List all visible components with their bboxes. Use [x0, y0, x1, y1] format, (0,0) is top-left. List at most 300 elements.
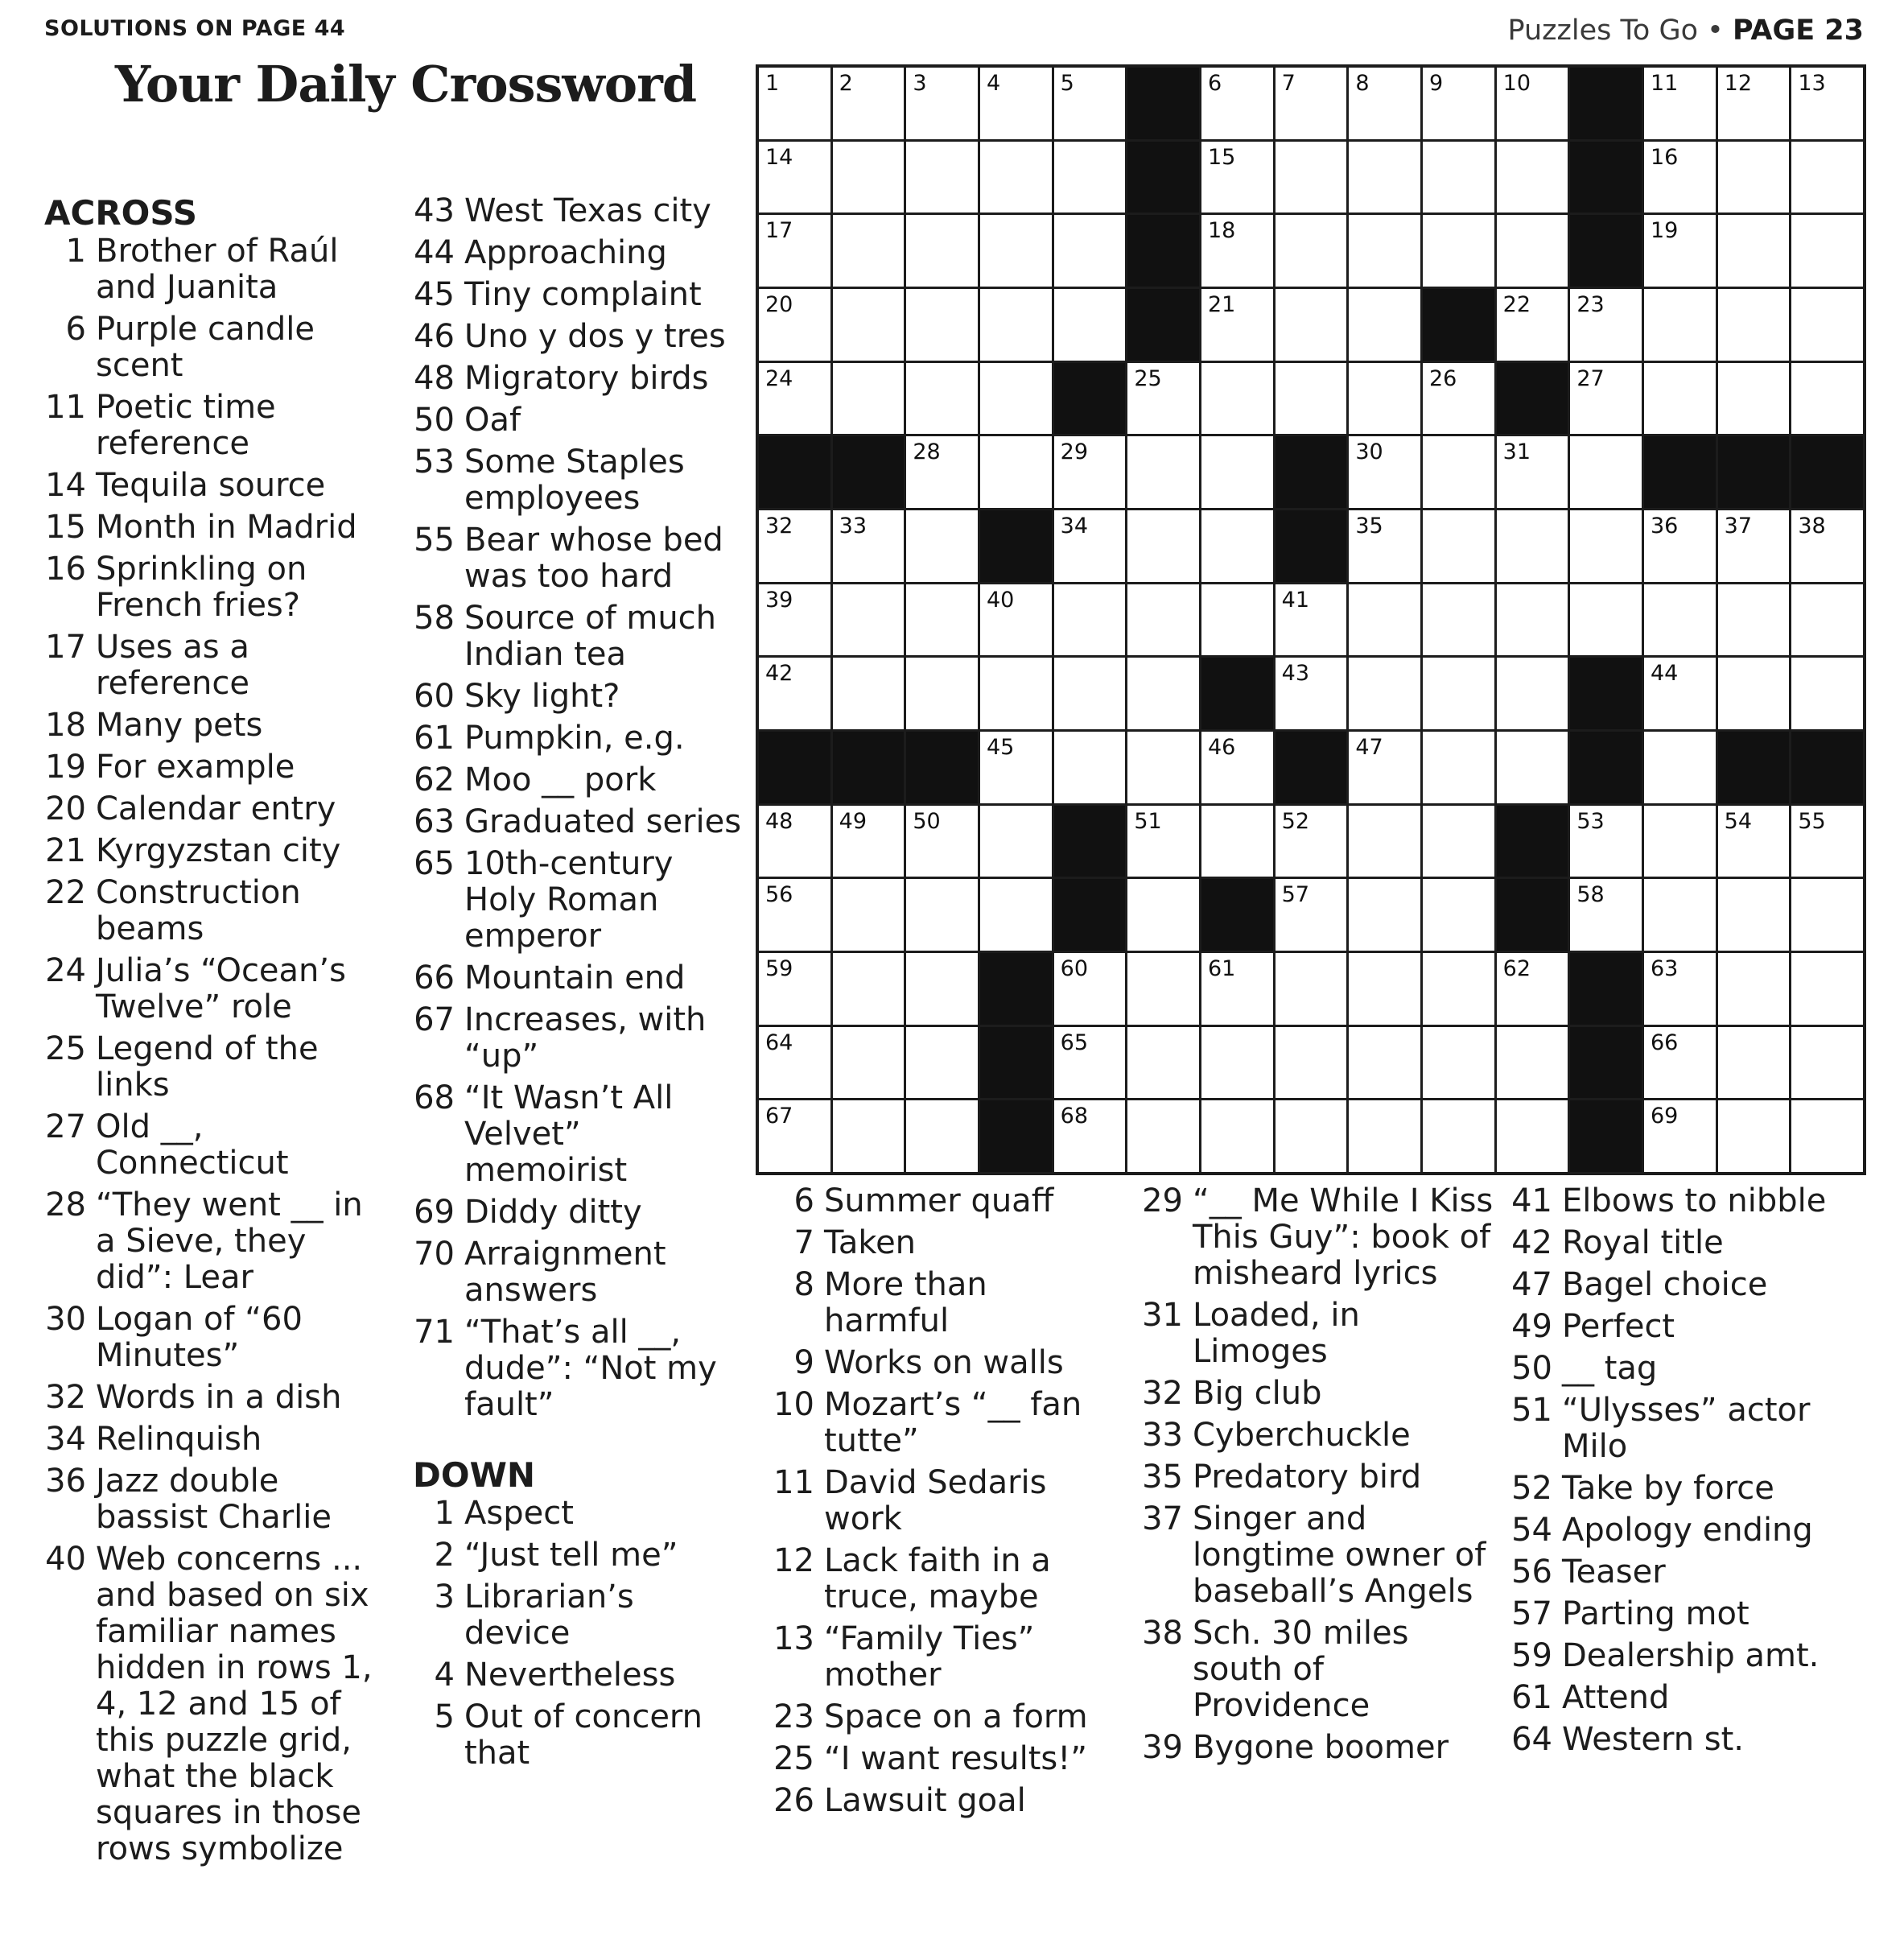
- cell-number: 37: [1724, 513, 1753, 538]
- grid-cell[interactable]: [759, 584, 830, 656]
- clue-text: Kyrgyzstan city: [96, 832, 341, 869]
- grid-cell[interactable]: [1054, 510, 1126, 582]
- grid-cell[interactable]: [1791, 879, 1863, 951]
- grid-cell[interactable]: [1644, 1100, 1716, 1172]
- grid-cell[interactable]: [1201, 953, 1273, 1025]
- grid-cell[interactable]: [1349, 806, 1420, 877]
- grid-cell[interactable]: [906, 142, 978, 213]
- grid-cell[interactable]: [759, 363, 830, 435]
- clue-number: 25: [773, 1740, 814, 1777]
- grid-cell[interactable]: [1423, 1027, 1494, 1099]
- grid-cell[interactable]: [1349, 879, 1420, 951]
- grid-cell[interactable]: [1127, 658, 1199, 729]
- grid-cell[interactable]: [980, 658, 1052, 729]
- cell-number: 30: [1355, 439, 1383, 465]
- clue-text: Approaching: [464, 234, 667, 271]
- grid-block: [1201, 879, 1273, 951]
- grid-cell[interactable]: [1423, 658, 1494, 729]
- grid-cell[interactable]: [1644, 1027, 1716, 1099]
- grid-cell[interactable]: [1276, 215, 1347, 287]
- grid-cell[interactable]: [1791, 806, 1863, 877]
- cell-number: 8: [1355, 71, 1370, 96]
- grid-cell[interactable]: [759, 1100, 830, 1172]
- grid-cell[interactable]: [1570, 879, 1642, 951]
- grid-cell[interactable]: [1497, 142, 1568, 213]
- grid-cell[interactable]: [1276, 658, 1347, 729]
- grid-cell[interactable]: [1349, 68, 1420, 139]
- grid-cell[interactable]: [1791, 68, 1863, 139]
- grid-cell[interactable]: [1349, 732, 1420, 803]
- grid-cell[interactable]: [759, 215, 830, 287]
- grid-cell[interactable]: [759, 953, 830, 1025]
- down-clue: [1510, 1722, 1865, 1758]
- grid-block: [833, 732, 905, 803]
- across-clue: [44, 1302, 374, 1374]
- clue-number: 13: [773, 1620, 814, 1657]
- grid-cell[interactable]: [1127, 436, 1199, 508]
- grid-cell[interactable]: [906, 879, 978, 951]
- across-clue: [44, 1109, 374, 1182]
- across-clue: [413, 402, 743, 439]
- grid-cell[interactable]: [833, 1027, 905, 1099]
- grid-cell[interactable]: [1054, 732, 1126, 803]
- grid-cell[interactable]: [1497, 953, 1568, 1025]
- grid-cell[interactable]: [906, 806, 978, 877]
- grid-cell[interactable]: [1423, 879, 1494, 951]
- grid-cell[interactable]: [980, 68, 1052, 139]
- grid-cell[interactable]: [1423, 68, 1494, 139]
- across-clue: [413, 444, 743, 517]
- cell-number: 3: [913, 71, 927, 96]
- grid-cell[interactable]: [833, 584, 905, 656]
- grid-cell[interactable]: [980, 289, 1052, 361]
- across-clue: [413, 277, 743, 313]
- grid-cell[interactable]: [1644, 806, 1716, 877]
- grid-cell[interactable]: [980, 806, 1052, 877]
- clue-number: 68: [414, 1079, 455, 1116]
- grid-cell[interactable]: [906, 215, 978, 287]
- down-clue: [413, 1657, 743, 1694]
- grid-cell[interactable]: [1644, 215, 1716, 287]
- cell-number: 6: [1207, 71, 1222, 96]
- grid-cell[interactable]: [1718, 584, 1790, 656]
- grid-cell[interactable]: [759, 142, 830, 213]
- down-clue: [773, 1543, 1119, 1615]
- grid-cell[interactable]: [1570, 510, 1642, 582]
- grid-cell[interactable]: [1349, 953, 1420, 1025]
- grid-cell[interactable]: [759, 68, 830, 139]
- clue-number: 47: [1511, 1266, 1552, 1303]
- grid-cell[interactable]: [980, 584, 1052, 656]
- grid-cell[interactable]: [1423, 1100, 1494, 1172]
- grid-cell[interactable]: [980, 732, 1052, 803]
- grid-cell[interactable]: [1054, 215, 1126, 287]
- grid-cell[interactable]: [1276, 1027, 1347, 1099]
- grid-cell[interactable]: [1127, 1027, 1199, 1099]
- down-clue: [1141, 1459, 1495, 1496]
- clue-number: 34: [45, 1421, 86, 1458]
- grid-cell[interactable]: [1644, 142, 1716, 213]
- down-clue: [413, 1699, 743, 1772]
- down-column-3: [773, 1183, 1119, 1825]
- grid-cell[interactable]: [1644, 584, 1716, 656]
- clue-number: 52: [1511, 1470, 1552, 1507]
- grid-cell[interactable]: [1127, 584, 1199, 656]
- clue-number: 4: [434, 1657, 455, 1694]
- grid-cell[interactable]: [833, 363, 905, 435]
- grid-cell[interactable]: [1570, 363, 1642, 435]
- across-clue: [413, 1002, 743, 1075]
- grid-block: [1054, 879, 1126, 951]
- grid-cell[interactable]: [1791, 289, 1863, 361]
- grid-cell[interactable]: [1054, 68, 1126, 139]
- across-clue: [413, 804, 743, 840]
- grid-cell[interactable]: [1349, 510, 1420, 582]
- grid-cell[interactable]: [1201, 289, 1273, 361]
- grid-cell[interactable]: [1423, 953, 1494, 1025]
- grid-cell[interactable]: [1718, 363, 1790, 435]
- grid-cell[interactable]: [1497, 510, 1568, 582]
- across-clue: [413, 600, 743, 673]
- grid-cell[interactable]: [1054, 1100, 1126, 1172]
- across-clue: [44, 1031, 374, 1104]
- clue-text: David Sedaris work: [824, 1464, 1047, 1537]
- grid-cell[interactable]: [1349, 363, 1420, 435]
- clue-text: Source of much Indian tea: [464, 600, 717, 673]
- grid-cell[interactable]: [1497, 732, 1568, 803]
- cell-number: 24: [765, 365, 793, 391]
- cell-number: 57: [1281, 882, 1310, 908]
- grid-cell[interactable]: [1127, 363, 1199, 435]
- grid-cell[interactable]: [1054, 436, 1126, 508]
- grid-cell[interactable]: [1791, 584, 1863, 656]
- clue-text: Big club: [1193, 1375, 1322, 1412]
- grid-cell[interactable]: [1127, 732, 1199, 803]
- grid-block: [1201, 658, 1273, 729]
- grid-cell[interactable]: [833, 658, 905, 729]
- across-clue: [44, 312, 374, 384]
- grid-cell[interactable]: [1497, 658, 1568, 729]
- grid-cell[interactable]: [1497, 1027, 1568, 1099]
- crossword-grid: [756, 64, 1866, 1175]
- grid-cell[interactable]: [1201, 215, 1273, 287]
- grid-cell[interactable]: [1276, 953, 1347, 1025]
- grid-cell[interactable]: [1718, 953, 1790, 1025]
- grid-cell[interactable]: [1276, 363, 1347, 435]
- cell-number: 17: [765, 218, 793, 244]
- cell-number: 2: [839, 71, 853, 96]
- grid-cell[interactable]: [906, 953, 978, 1025]
- clue-number: 40: [45, 1541, 86, 1578]
- grid-cell[interactable]: [1276, 68, 1347, 139]
- across-clue: [44, 233, 374, 306]
- grid-cell[interactable]: [1349, 289, 1420, 361]
- clue-text: Mountain end: [464, 959, 686, 997]
- solutions-note: SOLUTIONS ON PAGE 44: [44, 16, 346, 41]
- clue-text: Tequila source: [96, 467, 326, 504]
- grid-cell[interactable]: [1201, 806, 1273, 877]
- grid-cell[interactable]: [1423, 436, 1494, 508]
- clue-number: 23: [773, 1698, 814, 1735]
- across-clue: [413, 522, 743, 595]
- grid-cell[interactable]: [1644, 68, 1716, 139]
- grid-cell[interactable]: [1791, 215, 1863, 287]
- clue-text: Oaf: [464, 402, 521, 439]
- cell-number: 13: [1798, 71, 1826, 96]
- grid-cell[interactable]: [759, 658, 830, 729]
- clue-number: 11: [45, 389, 86, 426]
- clue-text: “Family Ties” mother: [824, 1620, 1035, 1694]
- clue-number: 65: [414, 845, 455, 882]
- grid-cell[interactable]: [1127, 879, 1199, 951]
- across-clue: [44, 1422, 374, 1458]
- cell-number: 69: [1650, 1104, 1679, 1129]
- grid-cell[interactable]: [833, 215, 905, 287]
- grid-cell[interactable]: [1644, 879, 1716, 951]
- grid-cell[interactable]: [1201, 732, 1273, 803]
- grid-cell[interactable]: [1127, 806, 1199, 877]
- grid-cell[interactable]: [1423, 584, 1494, 656]
- cell-number: 16: [1650, 144, 1679, 170]
- grid-cell[interactable]: [833, 289, 905, 361]
- cell-number: 32: [765, 513, 793, 538]
- grid-cell[interactable]: [1791, 1027, 1863, 1099]
- grid-cell[interactable]: [980, 142, 1052, 213]
- grid-cell[interactable]: [1718, 879, 1790, 951]
- grid-cell[interactable]: [1497, 436, 1568, 508]
- across-clue: [44, 1187, 374, 1296]
- grid-cell[interactable]: [759, 289, 830, 361]
- grid-cell[interactable]: [833, 1100, 905, 1172]
- grid-cell[interactable]: [1349, 215, 1420, 287]
- cell-number: 25: [1134, 365, 1162, 391]
- grid-cell[interactable]: [759, 1027, 830, 1099]
- grid-cell[interactable]: [1791, 363, 1863, 435]
- grid-cell[interactable]: [980, 436, 1052, 508]
- grid-cell[interactable]: [1349, 1100, 1420, 1172]
- clue-number: 18: [45, 707, 86, 744]
- cell-number: 23: [1576, 291, 1605, 317]
- grid-cell[interactable]: [1423, 142, 1494, 213]
- cell-number: 40: [986, 587, 1015, 613]
- grid-cell[interactable]: [1127, 510, 1199, 582]
- grid-cell[interactable]: [1276, 879, 1347, 951]
- clue-text: Apology ending: [1562, 1512, 1813, 1549]
- grid-cell[interactable]: [1054, 142, 1126, 213]
- grid-cell[interactable]: [1276, 1100, 1347, 1172]
- clue-number: 61: [1511, 1679, 1552, 1716]
- grid-cell[interactable]: [1054, 584, 1126, 656]
- grid-cell[interactable]: [833, 510, 905, 582]
- grid-cell[interactable]: [1718, 806, 1790, 877]
- grid-cell[interactable]: [1791, 953, 1863, 1025]
- grid-cell[interactable]: [980, 215, 1052, 287]
- clue-number: 58: [414, 600, 455, 637]
- grid-cell[interactable]: [1570, 436, 1642, 508]
- down-clue: [1510, 1596, 1865, 1632]
- clue-number: 3: [434, 1578, 455, 1615]
- across-clue: [413, 1236, 743, 1309]
- clue-text: Parting mot: [1562, 1595, 1749, 1632]
- grid-cell[interactable]: [1718, 1100, 1790, 1172]
- grid-cell[interactable]: [906, 68, 978, 139]
- grid-cell[interactable]: [759, 510, 830, 582]
- grid-block: [1497, 879, 1568, 951]
- across-clue: [44, 953, 374, 1025]
- clue-text: Bagel choice: [1562, 1266, 1768, 1303]
- grid-cell[interactable]: [833, 142, 905, 213]
- grid-cell[interactable]: [1718, 510, 1790, 582]
- cell-number: 53: [1576, 808, 1605, 834]
- cell-number: 27: [1576, 365, 1605, 391]
- grid-cell[interactable]: [1570, 289, 1642, 361]
- grid-cell[interactable]: [1718, 142, 1790, 213]
- grid-cell[interactable]: [1423, 806, 1494, 877]
- grid-cell[interactable]: [1349, 142, 1420, 213]
- grid-cell[interactable]: [1349, 584, 1420, 656]
- cell-number: 44: [1650, 661, 1679, 687]
- grid-cell[interactable]: [1054, 658, 1126, 729]
- clue-text: Brother of Raúl and Juanita: [96, 233, 339, 306]
- grid-cell[interactable]: [1718, 215, 1790, 287]
- grid-cell[interactable]: [1054, 1027, 1126, 1099]
- grid-cell[interactable]: [1276, 806, 1347, 877]
- grid-cell[interactable]: [1644, 289, 1716, 361]
- cell-number: 11: [1650, 71, 1679, 96]
- clue-text: Singer and longtime owner of baseball’s Angels: [1193, 1500, 1486, 1610]
- grid-cell[interactable]: [1497, 584, 1568, 656]
- grid-cell[interactable]: [1127, 953, 1199, 1025]
- grid-cell[interactable]: [906, 584, 978, 656]
- down-clue: [1510, 1554, 1865, 1591]
- grid-cell[interactable]: [980, 879, 1052, 951]
- grid-cell[interactable]: [1127, 1100, 1199, 1172]
- grid-cell[interactable]: [906, 1027, 978, 1099]
- down-clue: [773, 1387, 1119, 1459]
- clue-number: 6: [65, 311, 86, 348]
- grid-cell[interactable]: [1570, 806, 1642, 877]
- grid-cell[interactable]: [1644, 658, 1716, 729]
- grid-cell[interactable]: [1201, 510, 1273, 582]
- grid-cell[interactable]: [1276, 142, 1347, 213]
- clue-text: Diddy ditty: [464, 1194, 642, 1231]
- grid-cell[interactable]: [833, 68, 905, 139]
- clue-text: Summer quaff: [824, 1182, 1054, 1219]
- grid-cell[interactable]: [1201, 1027, 1273, 1099]
- cell-number: 43: [1281, 661, 1310, 687]
- grid-cell[interactable]: [1718, 68, 1790, 139]
- clue-text: Lawsuit goal: [824, 1782, 1026, 1819]
- grid-cell[interactable]: [1423, 363, 1494, 435]
- grid-cell[interactable]: [1718, 658, 1790, 729]
- grid-cell[interactable]: [1791, 1100, 1863, 1172]
- grid-cell[interactable]: [1201, 68, 1273, 139]
- clue-text: Take by force: [1562, 1470, 1774, 1507]
- grid-cell[interactable]: [1201, 142, 1273, 213]
- grid-block: [980, 510, 1052, 582]
- grid-cell[interactable]: [906, 658, 978, 729]
- clue-number: 29: [1142, 1182, 1183, 1219]
- grid-cell[interactable]: [1201, 584, 1273, 656]
- clue-number: 5: [434, 1698, 455, 1735]
- grid-cell[interactable]: [1276, 289, 1347, 361]
- clue-number: 61: [414, 720, 455, 757]
- grid-cell[interactable]: [1423, 510, 1494, 582]
- grid-block: [1791, 732, 1863, 803]
- down-clue: [773, 1345, 1119, 1381]
- clue-number: 16: [45, 551, 86, 588]
- clue-text: Tiny complaint: [464, 276, 702, 313]
- grid-cell[interactable]: [1349, 436, 1420, 508]
- grid-cell[interactable]: [1791, 510, 1863, 582]
- clue-text: “That’s all __, dude”: “Not my fault”: [464, 1314, 717, 1423]
- grid-cell[interactable]: [1349, 1027, 1420, 1099]
- grid-block: [1423, 289, 1494, 361]
- grid-cell[interactable]: [1054, 953, 1126, 1025]
- grid-cell[interactable]: [906, 289, 978, 361]
- grid-cell[interactable]: [906, 436, 978, 508]
- grid-cell[interactable]: [980, 363, 1052, 435]
- clue-text: Construction beams: [96, 874, 301, 947]
- clue-text: “They went __ in a Sieve, they did”: Lear: [96, 1186, 363, 1296]
- grid-cell[interactable]: [1718, 1027, 1790, 1099]
- cell-number: 7: [1281, 71, 1296, 96]
- grid-cell[interactable]: [1644, 363, 1716, 435]
- grid-cell[interactable]: [833, 806, 905, 877]
- grid-cell[interactable]: [1276, 584, 1347, 656]
- grid-cell[interactable]: [1201, 436, 1273, 508]
- across-clue: [413, 1080, 743, 1189]
- grid-cell[interactable]: [1644, 732, 1716, 803]
- grid-cell[interactable]: [1570, 584, 1642, 656]
- grid-cell[interactable]: [1644, 510, 1716, 582]
- down-heading: DOWN: [413, 1455, 536, 1495]
- grid-cell[interactable]: [1201, 1100, 1273, 1172]
- grid-cell[interactable]: [1791, 142, 1863, 213]
- grid-cell[interactable]: [1349, 658, 1420, 729]
- cell-number: 15: [1207, 144, 1236, 170]
- clue-text: Month in Madrid: [96, 509, 357, 546]
- grid-cell[interactable]: [1644, 953, 1716, 1025]
- grid-cell[interactable]: [1201, 363, 1273, 435]
- grid-cell[interactable]: [1054, 289, 1126, 361]
- grid-cell[interactable]: [759, 806, 830, 877]
- clue-text: Legend of the links: [96, 1030, 319, 1104]
- down-clue: [1141, 1183, 1495, 1292]
- grid-cell[interactable]: [1497, 215, 1568, 287]
- grid-cell[interactable]: [906, 510, 978, 582]
- grid-cell[interactable]: [759, 879, 830, 951]
- grid-cell[interactable]: [833, 953, 905, 1025]
- grid-cell[interactable]: [833, 879, 905, 951]
- grid-block: [980, 1027, 1052, 1099]
- grid-cell[interactable]: [906, 1100, 978, 1172]
- down-clue: [1141, 1615, 1495, 1724]
- grid-cell[interactable]: [1497, 1100, 1568, 1172]
- down-clue: [773, 1267, 1119, 1339]
- grid-cell[interactable]: [1718, 289, 1790, 361]
- grid-cell[interactable]: [1497, 68, 1568, 139]
- grid-cell[interactable]: [1423, 215, 1494, 287]
- down-clue: [773, 1183, 1119, 1219]
- grid-cell[interactable]: [1497, 289, 1568, 361]
- grid-block: [1054, 806, 1126, 877]
- grid-block: [906, 732, 978, 803]
- grid-cell[interactable]: [1423, 732, 1494, 803]
- grid-cell[interactable]: [1791, 658, 1863, 729]
- grid-cell[interactable]: [906, 363, 978, 435]
- grid-block: [1570, 658, 1642, 729]
